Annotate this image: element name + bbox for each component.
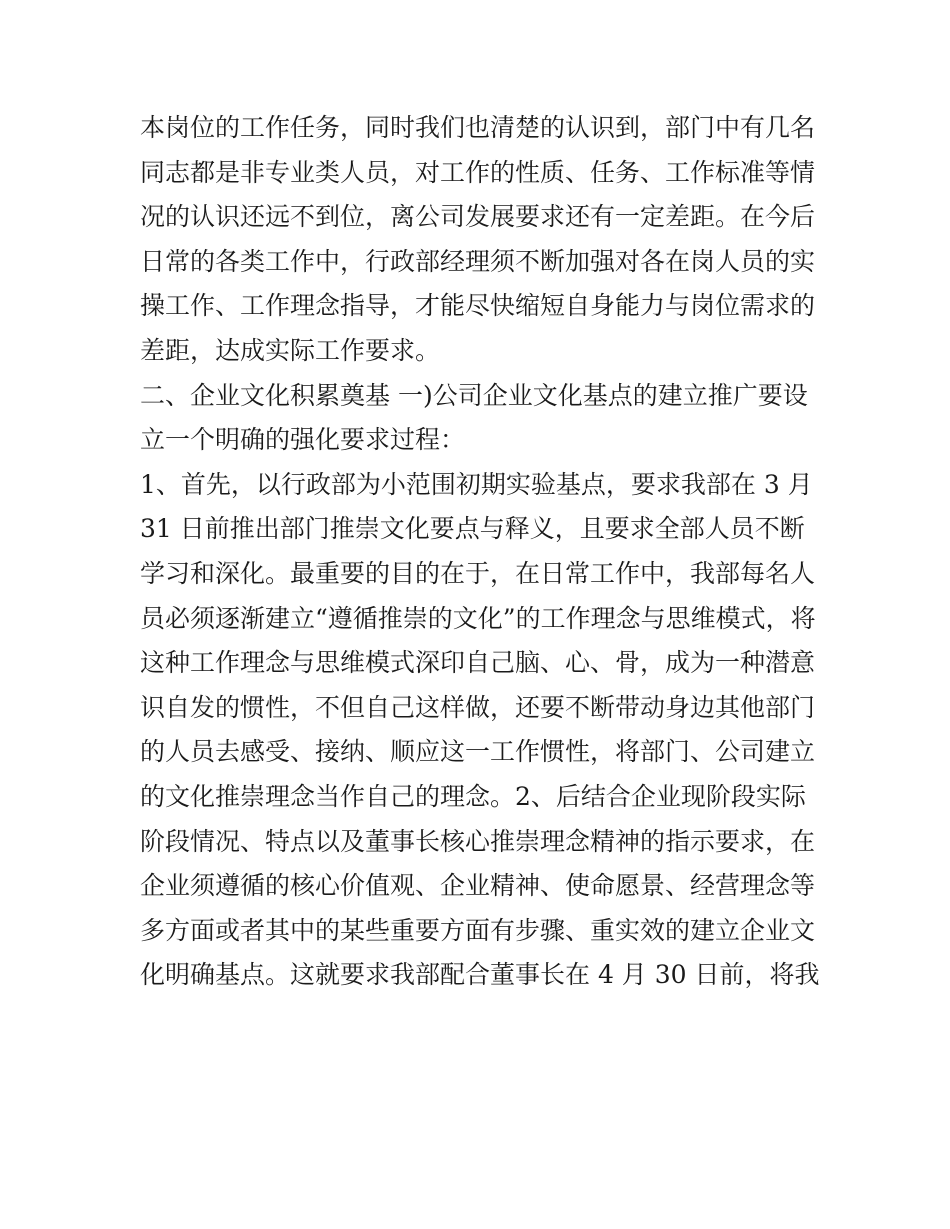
text-line: 同志都是非专业类人员，对工作的性质、任务、工作标准等情 [140,157,816,187]
text-line: 化明确基点。这就要求我部配合董事长在 4 月 30 日前，将我 [140,960,820,990]
section-heading-line: 二、企业文化积累奠基 一)公司企业文化基点的建立推广要设 [140,380,808,410]
text-line: 识自发的惯性，不但自己这样做，还要不断带动身边其他部门 [140,692,816,722]
text-line: 员必须逐渐建立“遵循推崇的文化”的工作理念与思维模式，将 [140,603,816,633]
text-line: 操工作、工作理念指导，才能尽快缩短自身能力与岗位需求的 [140,291,816,321]
text-line: 日常的各类工作中，行政部经理须不断加强对各在岗人员的实 [140,246,816,276]
text-line: 的文化推崇理念当作自己的理念。2、后结合企业现阶段实际 [140,781,806,811]
text-line: 阶段情况、特点以及董事长核心推崇理念精神的指示要求，在 [140,826,816,856]
body-text [140,106,830,998]
text-line: 立一个明确的强化要求过程： [140,425,466,455]
text-line: 本岗位的工作任务，同时我们也清楚的认识到，部门中有几名 [140,113,816,142]
list-item-line: 1、首先，以行政部为小范围初期实验基点，要求我部在 3 月 [140,469,813,499]
text-line: 多方面或者其中的某些重要方面有步骤、重实效的建立企业文 [140,915,816,945]
text-line: 企业须遵循的核心价值观、企业精神、使命愿景、经营理念等 [140,871,816,901]
text-line: 31 日前推出部门推崇文化要点与释义，且要求全部人员不断 [140,514,805,544]
text-line: 这种工作理念与思维模式深印自己脑、心、骨，成为一种潜意 [140,648,816,678]
text-line: 的人员去感受、接纳、顺应这一工作惯性，将部门、公司建立 [140,737,816,767]
text-line: 学习和深化。最重要的目的在于，在日常工作中，我部每名人 [140,558,816,588]
text-line: 况的认识还远不到位，离公司发展要求还有一定差距。在今后 [140,202,816,232]
text-line: 差距，达成实际工作要求。 [140,335,441,365]
